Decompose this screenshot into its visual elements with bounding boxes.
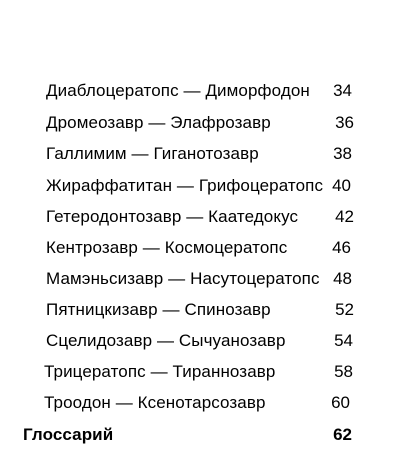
toc-entry [0, 326, 410, 356]
toc-entry-page-number: 60 [331, 393, 350, 412]
toc-entry-title: Кентрозавр — Космоцератопс [46, 238, 288, 257]
toc-entry [0, 388, 410, 418]
glossary-page-number: 62 [333, 425, 352, 444]
toc-entry-page-number: 54 [334, 331, 353, 350]
toc-entry-title: Мамэньсизавр — Насутоцератопс [46, 269, 320, 288]
toc-entry [0, 233, 410, 263]
glossary-title: Глоссарий [23, 425, 114, 444]
toc-entry-page-number: 36 [335, 113, 354, 132]
toc-entry-page-number: 52 [335, 300, 354, 319]
toc-entry [0, 108, 410, 138]
toc-entry-title: Трицератопс — Тираннозавр [44, 362, 276, 381]
toc-entry-page-number: 40 [332, 176, 351, 195]
toc-entry-page-number: 42 [335, 207, 354, 226]
toc-entry-page-number: 58 [334, 362, 353, 381]
toc-entry-title: Троодон — Ксенотарсозавр [44, 393, 266, 412]
toc-entry-title: Жираффатитан — Грифоцератопс [46, 176, 324, 195]
toc-entry-title: Пятницкизавр — Спинозавр [46, 300, 271, 319]
toc-entry [0, 76, 410, 106]
toc-entry-page-number: 38 [333, 144, 352, 163]
toc-entry-page-number: 46 [332, 238, 351, 257]
toc-entry-glossary [0, 420, 410, 450]
toc-entry [0, 171, 410, 201]
toc-entry-title: Гетеродонтозавр — Каатедокус [46, 207, 299, 226]
toc-entry [0, 357, 410, 387]
toc-entry [0, 264, 410, 294]
toc-entry-title: Сцелидозавр — Сычуанозавр [46, 331, 286, 350]
toc-entry-page-number: 34 [333, 81, 352, 100]
toc-entry [0, 295, 410, 325]
toc-entry-title: Диаблоцератопс — Диморфодон [46, 81, 310, 100]
toc-entry-page-number: 48 [333, 269, 352, 288]
toc-entry-title: Галлимим — Гиганотозавр [46, 144, 259, 163]
toc-entry [0, 202, 410, 232]
toc-entry [0, 139, 410, 169]
toc-entry-title: Дромеозавр — Элафрозавр [46, 113, 271, 132]
